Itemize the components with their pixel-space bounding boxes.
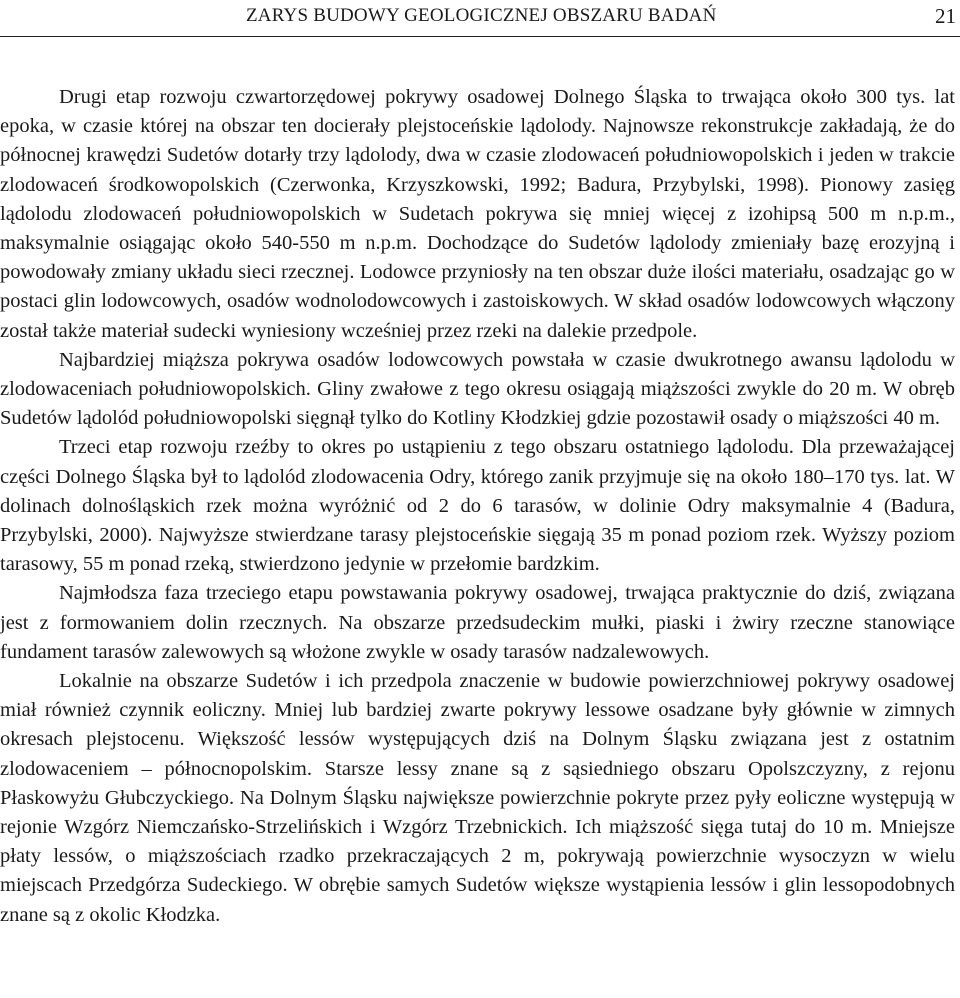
- running-header: [0, 0, 960, 37]
- paragraph-youngest-phase: Najmłodsza faza trzeciego etapu powstawania pokrywy osadowej, trwająca praktycznie do dziś, związana jest z formowaniem dolin rzecznych. Na obszarze przedsudeckim mułki, piaski i żwiry rzeczne stanowiące fundament tarasów zalewowych są włożone zwykle w osady tarasów nadzalewowych.: [0, 582, 955, 663]
- body-text: [0, 83, 955, 930]
- paragraph-stage-three: Trzeci etap rozwoju rzeźby to okres po ustąpieniu z tego obszaru ostatniego lądolodu. Dla przeważającej części Dolnego Śląska był to lądolód zlodowacenia Odry, którego zanik przyjmuje się na około 180–170 tys. lat. W dolinach dolnośląskich rzek można wyróżnić od 2 do 6 tarasów, w dolinie Odry maksymalnie 4 (Badura, Przybylski, 2000). Najwyższe stwierdzane tarasy plejstoceńskie sięgają 35 m ponad poziom rzek. Wyższy poziom tarasowy, 55 m ponad rzeką, stwierdzono jedynie w przełomie bardzkim.: [0, 436, 955, 576]
- page-number: 21: [935, 4, 956, 28]
- running-title: ZARYS BUDOWY GEOLOGICZNEJ OBSZARU BADAŃ: [246, 5, 717, 26]
- paragraph-eolian-factor: Lokalnie na obszarze Sudetów i ich przedpola znaczenie w budowie powierzchniowej pokrywy osadowej miał również czynnik eoliczny. Mniej lub bardziej zwarte pokrywy lessowe osadzane były głównie w zimnych okresach plejstocenu. Większość lessów występujących dziś na Dolnym Śląsku związana jest z ostatnim zlodowaceniem – północnopolskim. Starsze lessy znane są z sąsiedniego obszaru Opolszczyzny, z rejonu Płaskowyżu Głubczyckiego. Na Dolnym Śląsku największe powierzchnie pokryte przez pyły eoliczne występują w rejonie Wzgórz Niemczańsko-Strzelińskich i Wzgórz Trzebnickich. Ich miąższość sięga tutaj do 10 m. Mniejsze płaty lessów, o miąższościach rzadko przekraczających 2 m, pokrywają powierzchnie wysoczyzn w wielu miejscach Przedgórza Sudeckiego. W obrębie samych Sudetów większe wystąpienia lessów i glin lessopodobnych znane są z okolic Kłodzka.: [0, 670, 955, 926]
- paragraph-thickest-cover: Najbardziej miąższa pokrywa osadów lodowcowych powstała w czasie dwukrotnego awansu lądolodu w zlodowaceniach południowopolskich. Gliny zwałowe z tego okresu osiągają miąższości zwykle do 20 m. W obręb Sudetów lądolód południowopolski sięgnął tylko do Kotliny Kłodzkiej gdzie pozostawił osady o miąższości 40 m.: [0, 348, 955, 430]
- paragraph-stage-two: Drugi etap rozwoju czwartorzędowej pokrywy osadowej Dolnego Śląska to trwająca około 300 tys. lat epoka, w czasie której na obszar ten docierały plejstoceńskie lądolody. Najnowsze rekonstrukcje zakładają, że do północnej krawędzi Sudetów dotarły trzy lądolody, dwa w czasie zlodowaceń południowopolskich i jeden w trakcie zlodowaceń środkowopolskich (Czerwonka, Krzyszkowski, 1992; Badura, Przybylski, 1998). Pionowy zasięg lądolodu zlodowaceń południowopolskich w Sudetach pokrywa się mniej więcej z izohipsą 500 m n.p.m., maksymalnie osiągając około 540-550 m n.p.m. Dochodzące do Sudetów lądolody zmieniały bazę erozyjną i powodowały zmiany układu sieci rzecznej. Lodowce przyniosły na ten obszar duże ilości materiału, osadzając go w postaci glin lodowcowych, osadów wodnolodowcowych i zastoiskowych. W skład osadów lodowcowych włączony został także materiał sudecki wyniesiony wcześniej przez rzeki na dalekie przedpole.: [0, 86, 955, 342]
